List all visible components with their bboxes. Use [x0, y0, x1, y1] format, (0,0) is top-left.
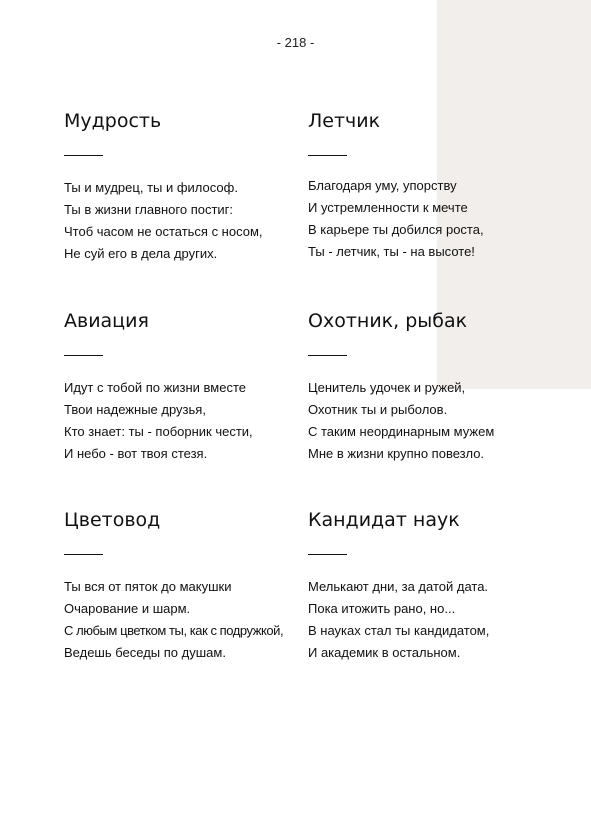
- title-divider: [64, 155, 103, 156]
- poem-title: Цветовод: [64, 509, 161, 531]
- poem-line: Охотник ты и рыболов.: [308, 402, 448, 417]
- poem-line: Идут с тобой по жизни вместе: [64, 380, 247, 395]
- poem-line: Твои надежные друзья,: [64, 402, 206, 417]
- poem-body: [64, 576, 304, 664]
- poem-line: Ты - летчик, ты - на высоте!: [308, 244, 475, 259]
- title-divider: [308, 554, 347, 555]
- poem-body: [308, 576, 548, 664]
- poem-line: С любым цветком ты, как с подружкой,: [64, 623, 284, 638]
- poem-wisdom: [64, 109, 304, 265]
- poem-line: Мне в жизни крупно повезло.: [308, 446, 485, 461]
- poem-title: Кандидат наук: [308, 509, 460, 531]
- poem-line: И небо - вот твоя стезя.: [64, 446, 208, 461]
- poem-line: В карьере ты добился роста,: [308, 222, 484, 237]
- poem-candidate-of-sciences: [308, 508, 548, 664]
- poem-line: С таким неординарным мужем: [308, 424, 495, 439]
- poem-line: Ты вся от пяток до макушки: [64, 579, 232, 594]
- poem-line: Не суй его в дела других.: [64, 246, 218, 261]
- poem-line: Мелькают дни, за датой дата.: [308, 579, 489, 594]
- poem-line: И академик в остальном.: [308, 645, 461, 660]
- poem-body: [64, 377, 304, 465]
- poem-florist: [64, 508, 304, 664]
- poem-body: [308, 175, 548, 263]
- poem-body: [64, 177, 304, 265]
- poem-line: И устремленности к мечте: [308, 200, 468, 215]
- page-number: - 218 -: [276, 35, 315, 50]
- poem-line: Очарование и шарм.: [64, 601, 191, 616]
- poem-line: Ценитель удочек и ружей,: [308, 380, 466, 395]
- poem-body: [308, 377, 548, 465]
- title-divider: [308, 355, 347, 356]
- poem-title: Мудрость: [64, 110, 162, 132]
- title-divider: [64, 355, 103, 356]
- poem-hunter-fisher: [308, 309, 548, 465]
- poem-line: Ты в жизни главного постиг:: [64, 202, 234, 217]
- poem-title: Авиация: [64, 310, 149, 332]
- poem-pilot: [308, 109, 548, 263]
- poem-title: Летчик: [308, 110, 381, 132]
- poem-line: Пока итожить рано, но...: [308, 601, 456, 616]
- poem-line: Ведешь беседы по душам.: [64, 645, 226, 660]
- title-divider: [308, 155, 347, 156]
- poem-line: Ты и мудрец, ты и философ.: [64, 180, 238, 195]
- poem-line: Кто знает: ты - поборник чести,: [64, 424, 253, 439]
- poem-aviation: [64, 309, 304, 465]
- poem-line: Чтоб часом не остаться с носом,: [64, 224, 263, 239]
- title-divider: [64, 554, 103, 555]
- poem-line: Благодаря уму, упорству: [308, 178, 457, 193]
- poem-line: В науках стал ты кандидатом,: [308, 623, 490, 638]
- poem-title: Охотник, рыбак: [308, 310, 468, 332]
